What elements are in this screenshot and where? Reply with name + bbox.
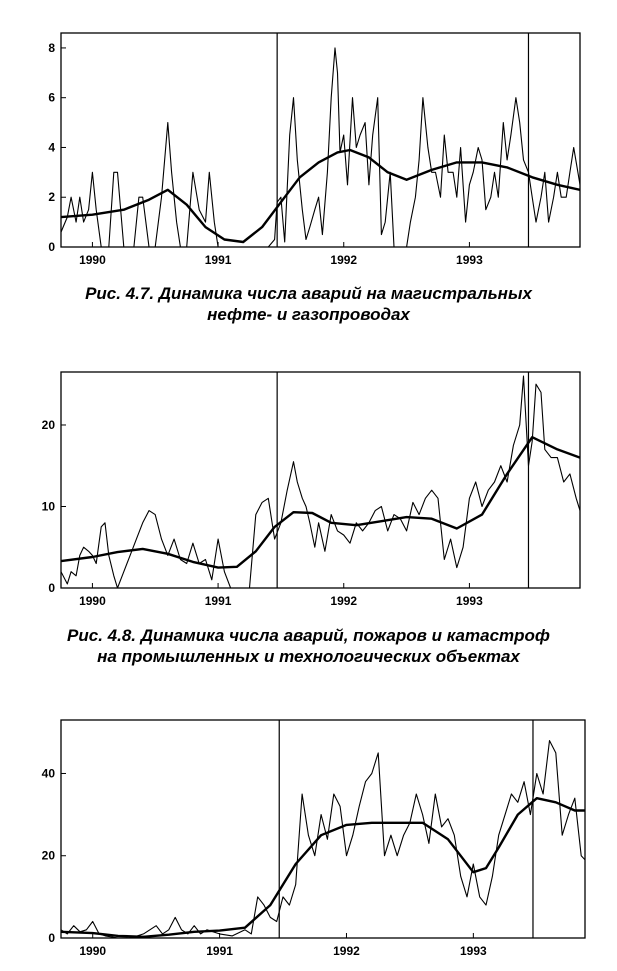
x-tick-label: 1991 bbox=[204, 253, 232, 267]
trend-line bbox=[61, 437, 580, 567]
raw-data-line bbox=[61, 48, 580, 247]
y-tick-label: 0 bbox=[48, 240, 55, 254]
trend-line bbox=[61, 150, 580, 242]
x-tick-label: 1993 bbox=[459, 944, 487, 958]
raw-data-line bbox=[61, 741, 585, 938]
x-tick-label: 1992 bbox=[330, 594, 358, 608]
x-tick-label: 1993 bbox=[456, 253, 483, 267]
chart-3 bbox=[42, 720, 585, 958]
x-tick-label: 1990 bbox=[79, 594, 106, 608]
caption-line-1: Рис. 4.8. Динамика числа аварий, пожаров и катастроф bbox=[67, 626, 550, 645]
x-tick-label: 1990 bbox=[79, 944, 107, 958]
chart-1 bbox=[48, 33, 580, 267]
y-tick-label: 20 bbox=[41, 848, 55, 863]
y-tick-label: 40 bbox=[41, 766, 55, 781]
y-tick-label: 0 bbox=[48, 931, 55, 945]
y-tick-label: 6 bbox=[48, 90, 55, 105]
y-tick-label: 2 bbox=[48, 190, 55, 205]
y-tick-label: 20 bbox=[41, 417, 55, 432]
x-tick-label: 1990 bbox=[79, 253, 106, 267]
figure-caption-4-7 bbox=[0, 283, 617, 325]
y-tick-label: 10 bbox=[41, 499, 55, 514]
caption-line-2: нефте- и газопроводах bbox=[207, 305, 410, 324]
y-tick-label: 8 bbox=[48, 40, 55, 55]
caption-line-1: Рис. 4.7. Динамика числа аварий на магистральных bbox=[85, 284, 532, 303]
figure-caption-4-8 bbox=[0, 625, 617, 667]
plot-frame bbox=[61, 720, 585, 938]
x-tick-label: 1991 bbox=[206, 944, 233, 958]
x-tick-label: 1992 bbox=[333, 944, 360, 958]
x-tick-label: 1992 bbox=[330, 253, 358, 267]
trend-line bbox=[61, 798, 585, 937]
y-tick-label: 0 bbox=[48, 581, 55, 595]
y-tick-label: 4 bbox=[48, 140, 55, 155]
x-tick-label: 1991 bbox=[204, 594, 232, 608]
caption-line-2: на промышленных и технологических объектах bbox=[97, 647, 520, 666]
x-tick-label: 1993 bbox=[456, 594, 483, 608]
chart-2 bbox=[42, 372, 580, 608]
